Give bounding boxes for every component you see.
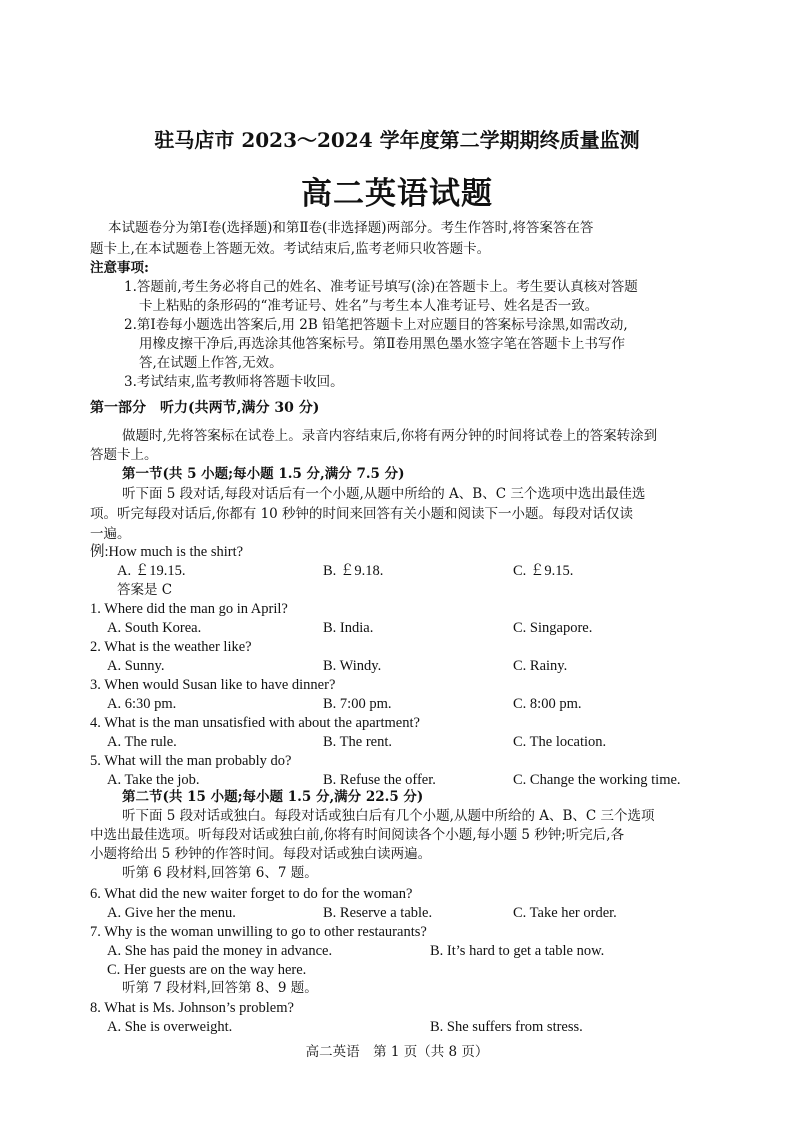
- question-6-option-c: C. Take her order.: [513, 905, 617, 921]
- part1-instruction-line-1: 做题时,先将答案标在试卷上。录音内容结束后,你将有两分钟的时间将试卷上的答案转涂到: [122, 428, 658, 444]
- note-2-line-1: 2.第Ⅰ卷每小题选出答案后,用 2B 铅笔把答题卡上对应题目的答案标号涂黑,如需改动,: [124, 317, 628, 333]
- part1-instruction-line-2: 答题卡上。: [90, 447, 158, 463]
- question-3-option-a: A. 6:30 pm.: [107, 696, 177, 712]
- part1-heading: 第一部分 听力(共两节,满分 30 分): [90, 400, 320, 416]
- question-3-option-c: C. 8:00 pm.: [513, 696, 582, 712]
- question-1-option-c: C. Singapore.: [513, 620, 593, 636]
- question-6-option-a: A. Give her the menu.: [107, 905, 236, 921]
- question-2-option-c: C. Rainy.: [513, 658, 568, 674]
- question-8-option-a: A. She is overweight.: [107, 1019, 233, 1035]
- example-option-a: A. ￡19.15.: [117, 563, 186, 579]
- question-2-stem: 2. What is the weather like?: [90, 639, 252, 655]
- example-option-b: B. ￡9.18.: [323, 563, 384, 579]
- question-5-option-c: C. Change the working time.: [513, 772, 681, 788]
- question-8-stem: 8. What is Ms. Johnson’s problem?: [90, 1000, 294, 1016]
- section1-instruction-line-2: 项。听完每段对话后,你都有 10 秒钟的时间来回答有关小题和阅读下一小题。每段对话仅读: [90, 506, 634, 522]
- question-3-stem: 3. When would Susan like to have dinner?: [90, 677, 336, 693]
- question-7-option-c: C. Her guests are on the way here.: [107, 962, 307, 978]
- question-7-option-a: A. She has paid the money in advance.: [107, 943, 333, 959]
- question-6-stem: 6. What did the new waiter forget to do for the woman?: [90, 886, 413, 902]
- section1-heading: 第一节(共 5 小题;每小题 1.5 分,满分 7.5 分): [122, 466, 405, 482]
- note-2-line-3: 答,在试题上作答,无效。: [139, 355, 283, 371]
- question-1-stem: 1. Where did the man go in April?: [90, 601, 288, 617]
- section1-instruction-line-3: 一遍。: [90, 526, 131, 542]
- example-stem: 例:How much is the shirt?: [90, 544, 244, 560]
- question-4-option-c: C. The location.: [513, 734, 607, 750]
- question-7-option-b: B. It’s hard to get a table now.: [430, 943, 605, 959]
- question-3-option-b: B. 7:00 pm.: [323, 696, 392, 712]
- intro-line-2: 题卡上,在本试题卷上答题无效。考试结束后,监考老师只收答题卡。: [90, 241, 491, 257]
- example-answer: 答案是 C: [117, 582, 173, 598]
- section2-instruction-line-2: 中选出最佳选项。听每段对话或独白前,你将有时间阅读各个小题,每小题 5 秒钟;听完后,各: [90, 827, 625, 843]
- question-4-option-b: B. The rent.: [323, 734, 392, 750]
- question-2-option-a: A. Sunny.: [107, 658, 165, 674]
- question-1-option-b: B. India.: [323, 620, 374, 636]
- section2-instruction-line-1: 听下面 5 段对话或独白。每段对话或独白后有几个小题,从题中所给的 A、B、C 三个选项: [122, 808, 655, 824]
- question-2-option-b: B. Windy.: [323, 658, 382, 674]
- question-4-option-a: A. The rule.: [107, 734, 177, 750]
- note-1-line-1: 1.答题前,考生务必将自己的姓名、准考证号填写(涂)在答题卡上。考生要认真核对答题: [124, 279, 638, 295]
- exam-subtitle: 驻马店市 2023～2024 学年度第二学期期终质量监测: [154, 128, 640, 152]
- question-8-option-b: B. She suffers from stress.: [430, 1019, 583, 1035]
- question-6-option-b: B. Reserve a table.: [323, 905, 433, 921]
- exam-title: 高二英语试题: [301, 176, 493, 212]
- note-2-line-2: 用橡皮擦干净后,再选涂其他答案标号。第Ⅱ卷用黑色墨水签字笔在答题卡上书写作: [139, 336, 625, 352]
- material-6-instruction: 听第 6 段材料,回答第 6、7 题。: [122, 865, 318, 881]
- section2-heading: 第二节(共 15 小题;每小题 1.5 分,满分 22.5 分): [122, 789, 424, 805]
- section1-instruction-line-1: 听下面 5 段对话,每段对话后有一个小题,从题中所给的 A、B、C 三个选项中选出最佳选: [122, 486, 646, 502]
- question-5-option-b: B. Refuse the offer.: [323, 772, 436, 788]
- example-option-c: C. ￡9.15.: [513, 563, 574, 579]
- notes-heading: 注意事项:: [90, 260, 149, 276]
- question-7-stem: 7. Why is the woman unwilling to go to other restaurants?: [90, 924, 427, 940]
- intro-line-1: 本试题卷分为第Ⅰ卷(选择题)和第Ⅱ卷(非选择题)两部分。考生作答时,将答案答在答: [108, 220, 594, 236]
- note-3: 3.考试结束,监考教师将答题卡收回。: [124, 374, 344, 390]
- section2-instruction-line-3: 小题将给出 5 秒钟的作答时间。每段对话或独白读两遍。: [90, 846, 432, 862]
- material-7-instruction: 听第 7 段材料,回答第 8、9 题。: [122, 980, 318, 996]
- question-4-stem: 4. What is the man unsatisfied with about the apartment?: [90, 715, 420, 731]
- note-1-line-2: 卡上粘贴的条形码的“准考证号、姓名”与考生本人准考证号、姓名是否一致。: [139, 298, 599, 314]
- question-5-stem: 5. What will the man probably do?: [90, 753, 292, 769]
- page-footer: 高二英语 第 1 页（共 8 页）: [305, 1044, 489, 1060]
- question-5-option-a: A. Take the job.: [107, 772, 200, 788]
- question-1-option-a: A. South Korea.: [107, 620, 202, 636]
